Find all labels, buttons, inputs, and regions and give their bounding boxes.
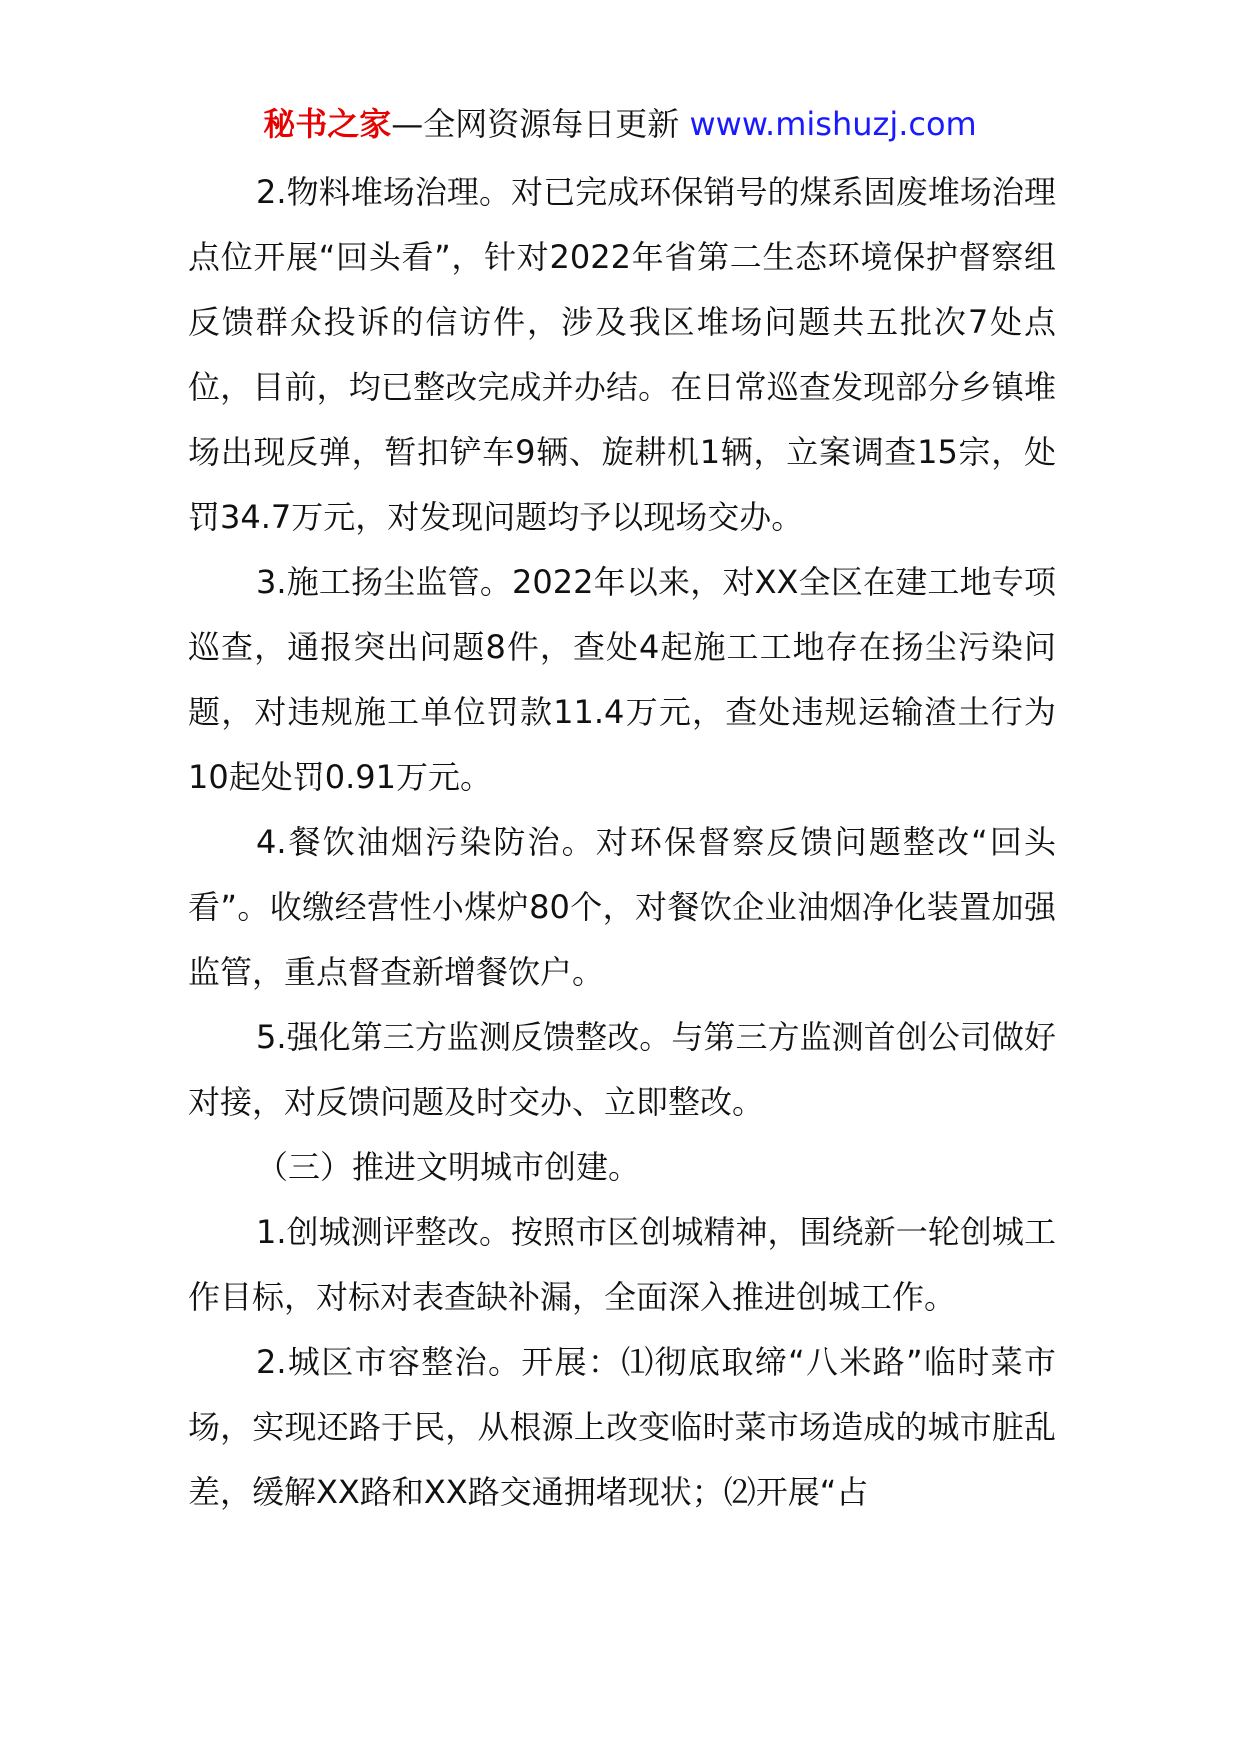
document-body	[188, 160, 1056, 1525]
paragraph-city-evaluation: 1.创城测评整改。按照市区创城精神，围绕新一轮创城工作目标，对标对表查缺补漏，全面深入推进创城工作。	[188, 1213, 1056, 1316]
paragraph-city-appearance: 2.城区市容整治。开展：⑴彻底取缔“八米路”临时菜市场，实现还路于民，从根源上改变临时菜市场造成的城市脏乱差，缓解XX路和XX路交通拥堵现状；⑵开展“占	[188, 1343, 1056, 1511]
section-heading-civilized-city: （三）推进文明城市创建。	[256, 1148, 641, 1186]
site-tagline: —全网资源每日更新	[391, 105, 680, 143]
paragraph-construction-dust: 3.施工扬尘监管。2022年以来，对XX全区在建工地专项巡查，通报突出问题8件，查处4起施工工地存在扬尘污染问题，对违规施工单位罚款11.4万元，查处违规运输渣土行为10起处罚0.91万元。	[188, 563, 1056, 796]
paragraph-third-party-monitoring: 5.强化第三方监测反馈整改。与第三方监测首创公司做好对接，对反馈问题及时交办、立即整改。	[188, 1018, 1056, 1121]
paragraph-catering-fumes: 4.餐饮油烟污染防治。对环保督察反馈问题整改“回头看”。收缴经营性小煤炉80个，对餐饮企业油烟净化装置加强监管，重点督查新增餐饮户。	[188, 823, 1056, 991]
page-header	[0, 100, 1240, 148]
site-url-link[interactable]: www.mishuzj.com	[689, 105, 977, 143]
site-brand: 秘书之家	[263, 105, 392, 143]
paragraph-material-yard: 2.物料堆场治理。对已完成环保销号的煤系固废堆场治理点位开展“回头看”，针对2022年省第二生态环境保护督察组反馈群众投诉的信访件，涉及我区堆场问题共五批次7处点位，目前，均已整改完成并办结。在日常巡查发现部分乡镇堆场出现反弹，暂扣铲车9辆、旋耕机1辆，立案调查15宗，处罚34.7万元，对发现问题均予以现场交办。	[188, 173, 1056, 536]
